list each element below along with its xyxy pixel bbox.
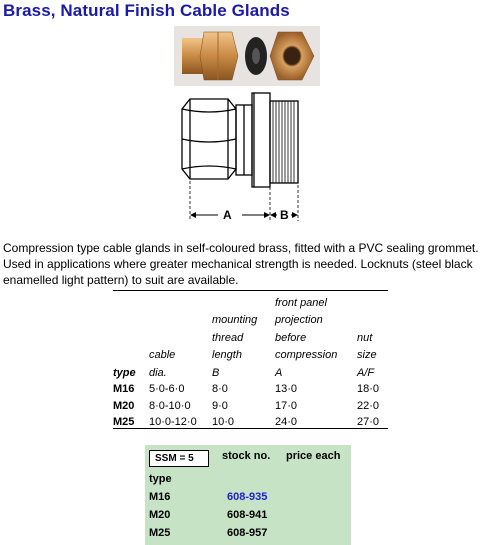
stock-table <box>145 445 351 545</box>
stock-number: 608-941 <box>227 509 268 521</box>
row-cable: 10·0-12·0 <box>149 416 197 429</box>
header-projection-2: projection <box>275 314 323 327</box>
stock-no-header: stock no. <box>222 450 271 462</box>
header-thread-4: B <box>212 366 220 379</box>
stock-number: 608-957 <box>227 527 268 539</box>
header-nut-2: size <box>357 349 377 362</box>
table-row <box>113 379 388 396</box>
row-thread: 9·0 <box>212 399 228 412</box>
header-cable-1: cable <box>149 349 176 362</box>
row-type: M25 <box>113 416 135 429</box>
header-type: type <box>113 366 136 379</box>
ssm-badge: SSM = 5 <box>149 450 209 467</box>
row-type: M16 <box>113 383 135 396</box>
header-thread-3: length <box>212 349 242 362</box>
header-projection-1: front panel <box>275 296 327 309</box>
gland-diagram <box>178 87 324 233</box>
stock-row-type: M25 <box>149 527 171 539</box>
stock-row-type: M20 <box>149 509 171 521</box>
row-thread: 10·0 <box>212 416 235 429</box>
page-title: Brass, Natural Finish Cable Glands <box>3 1 290 20</box>
table-row <box>113 412 388 429</box>
header-projection-5: A <box>275 366 283 379</box>
dimension-a-label: A <box>223 208 232 222</box>
dimension-b-label: B <box>280 208 289 222</box>
header-nut-3: A/F <box>357 366 375 379</box>
type-header: type <box>149 473 172 485</box>
price-header: price each <box>286 450 341 462</box>
product-description: Compression type cable glands in self-coloured brass, fitted with a PVC sealing grommet. Used in applications where greater mechanical strength is needed. Locknuts (steel black enamelled light pattern) to suit are available. <box>3 241 479 287</box>
row-projection: 13·0 <box>275 383 298 396</box>
stock-row-type: M16 <box>149 491 171 503</box>
row-thread: 8·0 <box>212 383 228 396</box>
row-nut: 22·0 <box>357 399 380 412</box>
table-row <box>113 395 388 412</box>
row-nut: 27·0 <box>357 416 380 429</box>
row-type: M20 <box>113 399 135 412</box>
row-projection: 17·0 <box>275 399 298 412</box>
row-nut: 18·0 <box>357 383 380 396</box>
header-projection-4: compression <box>275 349 338 362</box>
row-cable: 5·0-6·0 <box>149 383 185 396</box>
spec-table <box>113 290 388 429</box>
header-nut-1: nut <box>357 331 373 344</box>
row-cable: 8·0-10·0 <box>149 399 191 412</box>
product-photo <box>174 26 320 86</box>
header-thread-2: thread <box>212 331 244 344</box>
header-thread-1: mounting <box>212 314 258 327</box>
row-projection: 24·0 <box>275 416 298 429</box>
header-projection-3: before <box>275 331 307 344</box>
header-cable-2: dia. <box>149 366 167 379</box>
stock-number-link[interactable]: 608-935 <box>227 491 268 503</box>
